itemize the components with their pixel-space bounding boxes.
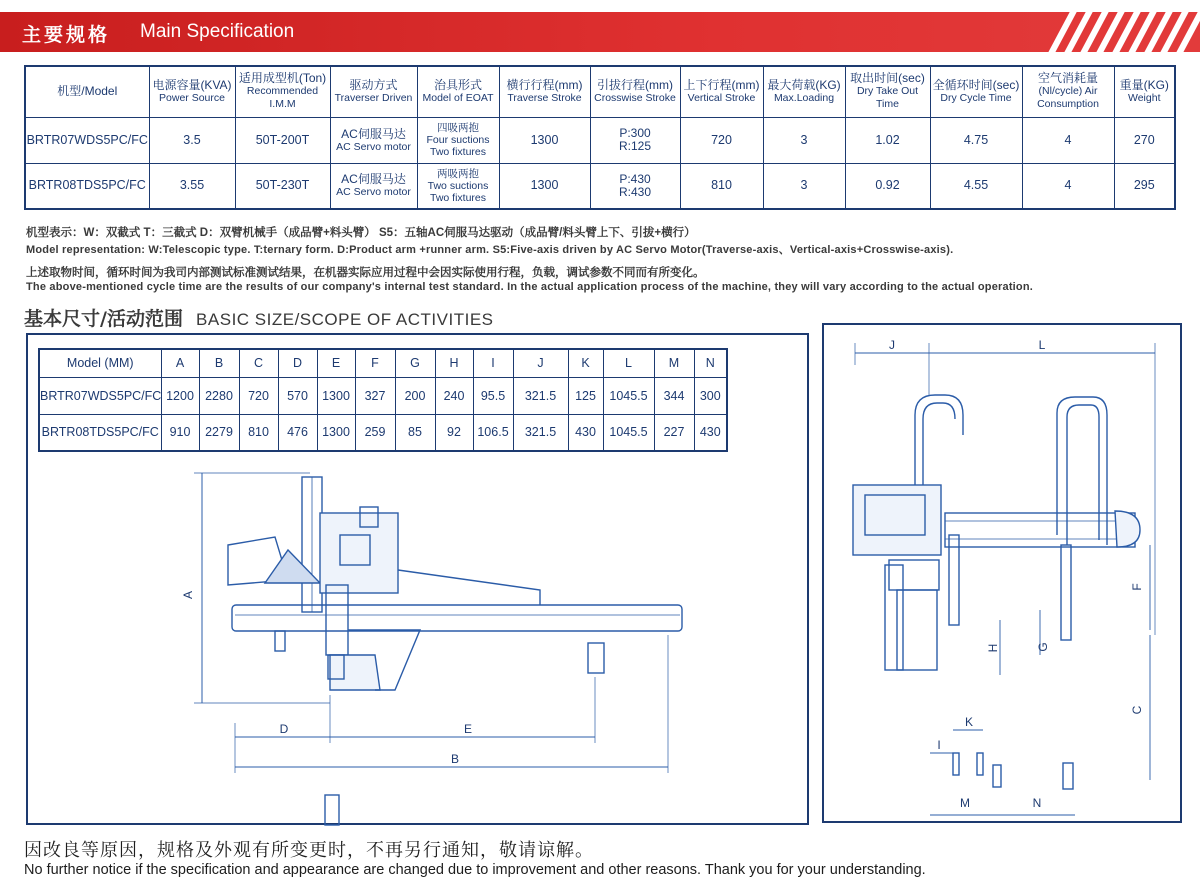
dim-col-header: C: [239, 349, 278, 377]
dim-label-K: K: [964, 715, 974, 729]
header-title-en: Main Specification: [140, 21, 295, 42]
spec-col-header: 上下行程(mm) Vertical Stroke: [680, 66, 763, 117]
dim-cell: 2279: [199, 414, 239, 451]
dim-cell: 430: [568, 414, 603, 451]
dim-col-header: N: [694, 349, 727, 377]
section-header-main-spec: [0, 12, 1200, 52]
dim-label-M: M: [960, 796, 970, 810]
spec-cell-take-out: 1.02: [845, 117, 930, 163]
dim-cell: 810: [239, 414, 278, 451]
dim-cell: 240: [435, 377, 473, 414]
dim-label-G: G: [1036, 642, 1050, 652]
dim-cell: 125: [568, 377, 603, 414]
section-title-cn: 基本尺寸/活动范围: [24, 308, 183, 330]
spec-col-header: 引拔行程(mm) Crosswise Stroke: [590, 66, 680, 117]
dim-cell: 227: [654, 414, 694, 451]
dim-label-J: J: [889, 338, 895, 352]
spec-col-header: 取出时间(sec) Dry Take Out Time: [845, 66, 930, 117]
dim-label-L: L: [1038, 338, 1046, 352]
section-title-basic-size: [24, 304, 494, 331]
dim-label-N: N: [1032, 796, 1042, 810]
spec-cell-imm: 50T-200T: [235, 117, 330, 163]
spec-col-header: 机型/Model: [25, 66, 149, 117]
footer-notice-cn: 因改良等原因，规格及外观有所变更时，不再另行通知，敬请谅解。: [24, 840, 594, 861]
spec-cell-take-out: 0.92: [845, 163, 930, 209]
dim-col-header: Model (MM): [39, 349, 161, 377]
spec-table-row: [25, 163, 1175, 209]
spec-cell-air: 4: [1022, 163, 1114, 209]
spec-col-header: 适用成型机(Ton) Recommended I.M.M: [235, 66, 330, 117]
spec-cell-traverse: 1300: [499, 163, 590, 209]
spec-cell-vertical: 810: [680, 163, 763, 209]
spec-table: [24, 65, 1176, 210]
spec-cell-cycle: 4.55: [930, 163, 1022, 209]
dim-cell: 259: [355, 414, 395, 451]
dim-col-header: J: [513, 349, 568, 377]
spec-col-header: 全循环时间(sec) Dry Cycle Time: [930, 66, 1022, 117]
dim-cell: 327: [355, 377, 395, 414]
dim-col-header: I: [473, 349, 513, 377]
dim-label-E: E: [463, 722, 473, 736]
dim-cell: 2280: [199, 377, 239, 414]
spec-col-header: 空气消耗量 (Nl/cycle) Air Consumption: [1022, 66, 1114, 117]
spec-col-header: 最大荷载(KG) Max.Loading: [763, 66, 845, 117]
dim-cell: 430: [694, 414, 727, 451]
spec-col-header: 驱动方式 Traverser Driven: [330, 66, 417, 117]
dim-cell: BRTR08TDS5PC/FC: [39, 414, 161, 451]
spec-cell-eoat: 四吸两抱 Four suctions Two fixtures: [417, 117, 499, 163]
dim-cell: 910: [161, 414, 199, 451]
dim-col-header: H: [435, 349, 473, 377]
dim-cell: 200: [395, 377, 435, 414]
spec-cell-vertical: 720: [680, 117, 763, 163]
dimension-row: [39, 414, 727, 451]
note-cycle-time-cn: 上述取物时间，循环时间为我司内部测试标准测试结果，在机器实际应用过程中会因实际使用行程，负载，调试参数不同而有所变化。: [26, 267, 705, 279]
spec-cell-cycle: 4.75: [930, 117, 1022, 163]
dim-cell: 92: [435, 414, 473, 451]
spec-col-header: 治具形式 Model of EOAT: [417, 66, 499, 117]
dim-cell: 95.5: [473, 377, 513, 414]
spec-col-header: 横行行程(mm) Traverse Stroke: [499, 66, 590, 117]
dim-cell: BRTR07WDS5PC/FC: [39, 377, 161, 414]
spec-table-header-row: [25, 66, 1175, 117]
spec-cell-weight: 295: [1114, 163, 1175, 209]
dim-label-I: I: [937, 738, 941, 752]
spec-table-row: [25, 117, 1175, 163]
dim-cell: 570: [278, 377, 317, 414]
spec-cell-crosswise: P:430 R:430: [590, 163, 680, 209]
dim-label-H: H: [986, 643, 1000, 653]
spec-cell-model: BRTR07WDS5PC/FC: [25, 117, 149, 163]
dim-cell: 321.5: [513, 414, 568, 451]
dimension-header-row: [39, 349, 727, 377]
footer-notice-en: No further notice if the specification and appearance are changed due to improvement and other reasons. Thank you for your understanding.: [24, 862, 926, 878]
dim-label-B: B: [450, 752, 460, 766]
spec-cell-model: BRTR08TDS5PC/FC: [25, 163, 149, 209]
dim-cell: 1300: [317, 377, 355, 414]
dimension-row: [39, 377, 727, 414]
dim-col-header: A: [161, 349, 199, 377]
dim-label-F: F: [1130, 583, 1144, 591]
dim-label-C: C: [1130, 705, 1144, 715]
dim-col-header: D: [278, 349, 317, 377]
spec-cell-power: 3.55: [149, 163, 235, 209]
dim-col-header: L: [603, 349, 654, 377]
spec-cell-air: 4: [1022, 117, 1114, 163]
spec-cell-drive: AC伺服马达 AC Servo motor: [330, 117, 417, 163]
dim-col-header: F: [355, 349, 395, 377]
side-view-drawing: [180, 455, 700, 830]
note-model-representation-en: Model representation: W:Telescopic type. T:ternary form. D:Product arm +runner arm. S5:Five-axis driven by AC Servo Motor(Traverse-axis、Vertical-axis+Crosswise-axis).: [26, 244, 954, 256]
spec-cell-imm: 50T-230T: [235, 163, 330, 209]
dim-cell: 321.5: [513, 377, 568, 414]
dim-col-header: K: [568, 349, 603, 377]
dim-label-D: D: [279, 722, 289, 736]
front-view-drawing: [835, 335, 1173, 820]
spec-cell-max-load: 3: [763, 117, 845, 163]
dim-cell: 300: [694, 377, 727, 414]
section-title-en: BASIC SIZE/SCOPE OF ACTIVITIES: [196, 310, 494, 329]
spec-cell-max-load: 3: [763, 163, 845, 209]
spec-col-header: 电源容量(KVA) Power Source: [149, 66, 235, 117]
spec-col-header: 重量(KG) Weight: [1114, 66, 1175, 117]
dim-cell: 1200: [161, 377, 199, 414]
dimension-table: [38, 348, 728, 452]
spec-cell-traverse: 1300: [499, 117, 590, 163]
spec-cell-crosswise: P:300 R:125: [590, 117, 680, 163]
dim-cell: 106.5: [473, 414, 513, 451]
header-title-cn: 主要规格: [22, 24, 111, 46]
dim-cell: 85: [395, 414, 435, 451]
spec-cell-drive: AC伺服马达 AC Servo motor: [330, 163, 417, 209]
spec-cell-eoat: 两吸两抱 Two suctions Two fixtures: [417, 163, 499, 209]
dim-col-header: B: [199, 349, 239, 377]
dim-cell: 476: [278, 414, 317, 451]
note-model-representation-cn: 机型表示：W：双截式 T：三截式 D：双臂机械手（成品臂+料头臂） S5：五轴AC伺服马达驱动（成品臂/料头臂上下、引拔+横行）: [26, 227, 696, 239]
dim-col-header: E: [317, 349, 355, 377]
dim-col-header: G: [395, 349, 435, 377]
dim-col-header: M: [654, 349, 694, 377]
dim-cell: 344: [654, 377, 694, 414]
note-cycle-time-en: The above-mentioned cycle time are the results of our company's internal test standard. In the actual application process of the machine, they will vary according to the actual operation.: [26, 281, 1034, 293]
spec-cell-weight: 270: [1114, 117, 1175, 163]
dim-cell: 1045.5: [603, 377, 654, 414]
dim-cell: 1045.5: [603, 414, 654, 451]
dim-cell: 720: [239, 377, 278, 414]
spec-cell-power: 3.5: [149, 117, 235, 163]
dim-label-A: A: [181, 590, 195, 600]
dim-cell: 1300: [317, 414, 355, 451]
